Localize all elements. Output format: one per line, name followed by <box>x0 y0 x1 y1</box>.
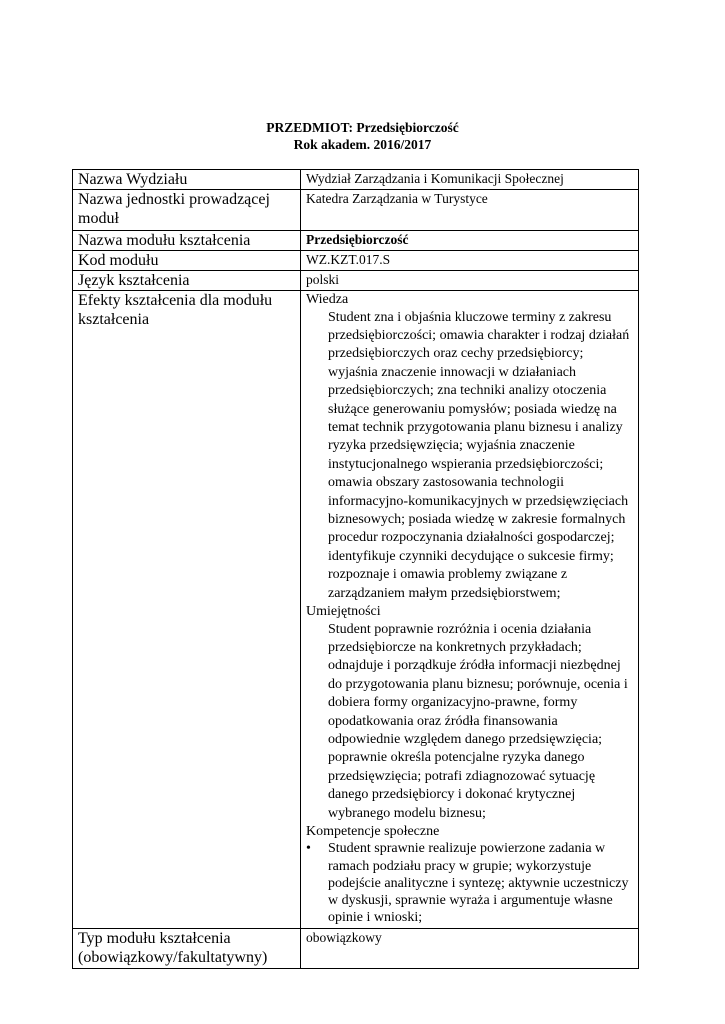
bullet-icon: • <box>306 841 311 857</box>
code-label: Kod modułu <box>73 251 301 271</box>
skills-heading: Umiejętności <box>306 604 381 619</box>
knowledge-heading: Wiedza <box>306 292 349 307</box>
row-code <box>73 251 639 271</box>
document-header <box>0 119 725 153</box>
row-faculty <box>73 170 639 190</box>
outcomes-label: Efekty kształcenia dla modułu kształcenia <box>73 291 301 929</box>
knowledge-text: Student zna i objaśnia kluczowe terminy z zakresu przedsiębiorczości; omawia charakter i rodzaj działań przedsiębiorczych oraz cechy przedsiębiorcy; wyjaśnia znaczenie innowacji w działaniach przedsiębiorczych; zna techniki analizy otoczenia służące generowaniu pomysłów; posiada wiedzę na temat technik przygotowania planu biznesu i analizy ryzyka przedsięwzięcia; wyjaśnia znaczenie instytucjonalnego wspierania przedsiębiorczości; omawia obszary zastosowania technologii informacyjno-komunikacyjnych w przedsięwzięciach biznesowych; posiada wiedzę w zakresie formalnych procedur rozpoczynania działalności gospodarczej; identyfikuje czynniki decydujące o sukcesie firmy; rozpoznaje i omawia problemy związane z zarządzaniem małym przedsiębiorstwem; <box>328 309 630 601</box>
social-bullet-item <box>306 840 633 926</box>
code-value: WZ.KZT.017.S <box>301 251 639 271</box>
unit-label: Nazwa jednostki prowadzącej moduł <box>73 190 301 231</box>
language-label: Język kształcenia <box>73 271 301 291</box>
faculty-value: Wydział Zarządzania i Komunikacji Społecznej <box>301 170 639 190</box>
row-language <box>73 271 639 291</box>
row-type <box>73 929 639 969</box>
faculty-label: Nazwa Wydziału <box>73 170 301 190</box>
module-name-label: Nazwa modułu kształcenia <box>73 231 301 251</box>
subject-title: PRZEDMIOT: Przedsiębiorczość <box>266 120 459 135</box>
social-heading: Kompetencje społeczne <box>306 823 440 839</box>
social-text: Student sprawnie realizuje powierzone zadania w ramach podziału pracy w grupie; wykorzystuje podejście analityczne i syntezę; aktywnie uczestniczy w dyskusji, sprawnie wyraża i argumentuje własne opinie i wnioski; <box>328 841 629 926</box>
module-name-value: Przedsiębiorczość <box>301 231 639 251</box>
row-outcomes <box>73 291 639 929</box>
skills-text: Student poprawnie rozróżnia i ocenia działania przedsiębiorcze na konkretnych przykładach; odnajduje i porządkuje źródła informacji niezbędnej do przygotowania planu biznesu; porównuje, ocenia i dobiera formy organizacyjno-prawne, formy opodatkowania oraz źródła finansowania odpowiednie względem danego przedsięwzięcia; poprawnie określa potencjalne ryzyka danego przedsięwzięcia; potrafi zdiagnozować sytuację danego przedsiębiorcy i dokonać krytycznej wybranego modelu biznesu; <box>328 621 628 821</box>
outcomes-value <box>301 291 639 929</box>
row-unit <box>73 190 639 231</box>
academic-year: Rok akadem. 2016/2017 <box>293 137 432 152</box>
type-value: obowiązkowy <box>301 929 639 969</box>
module-info-table <box>72 169 639 969</box>
language-value: polski <box>301 271 639 291</box>
row-module-name <box>73 231 639 251</box>
unit-value: Katedra Zarządzania w Turystyce <box>301 190 639 231</box>
type-label: Typ modułu kształcenia (obowiązkowy/fakultatywny) <box>73 929 301 969</box>
